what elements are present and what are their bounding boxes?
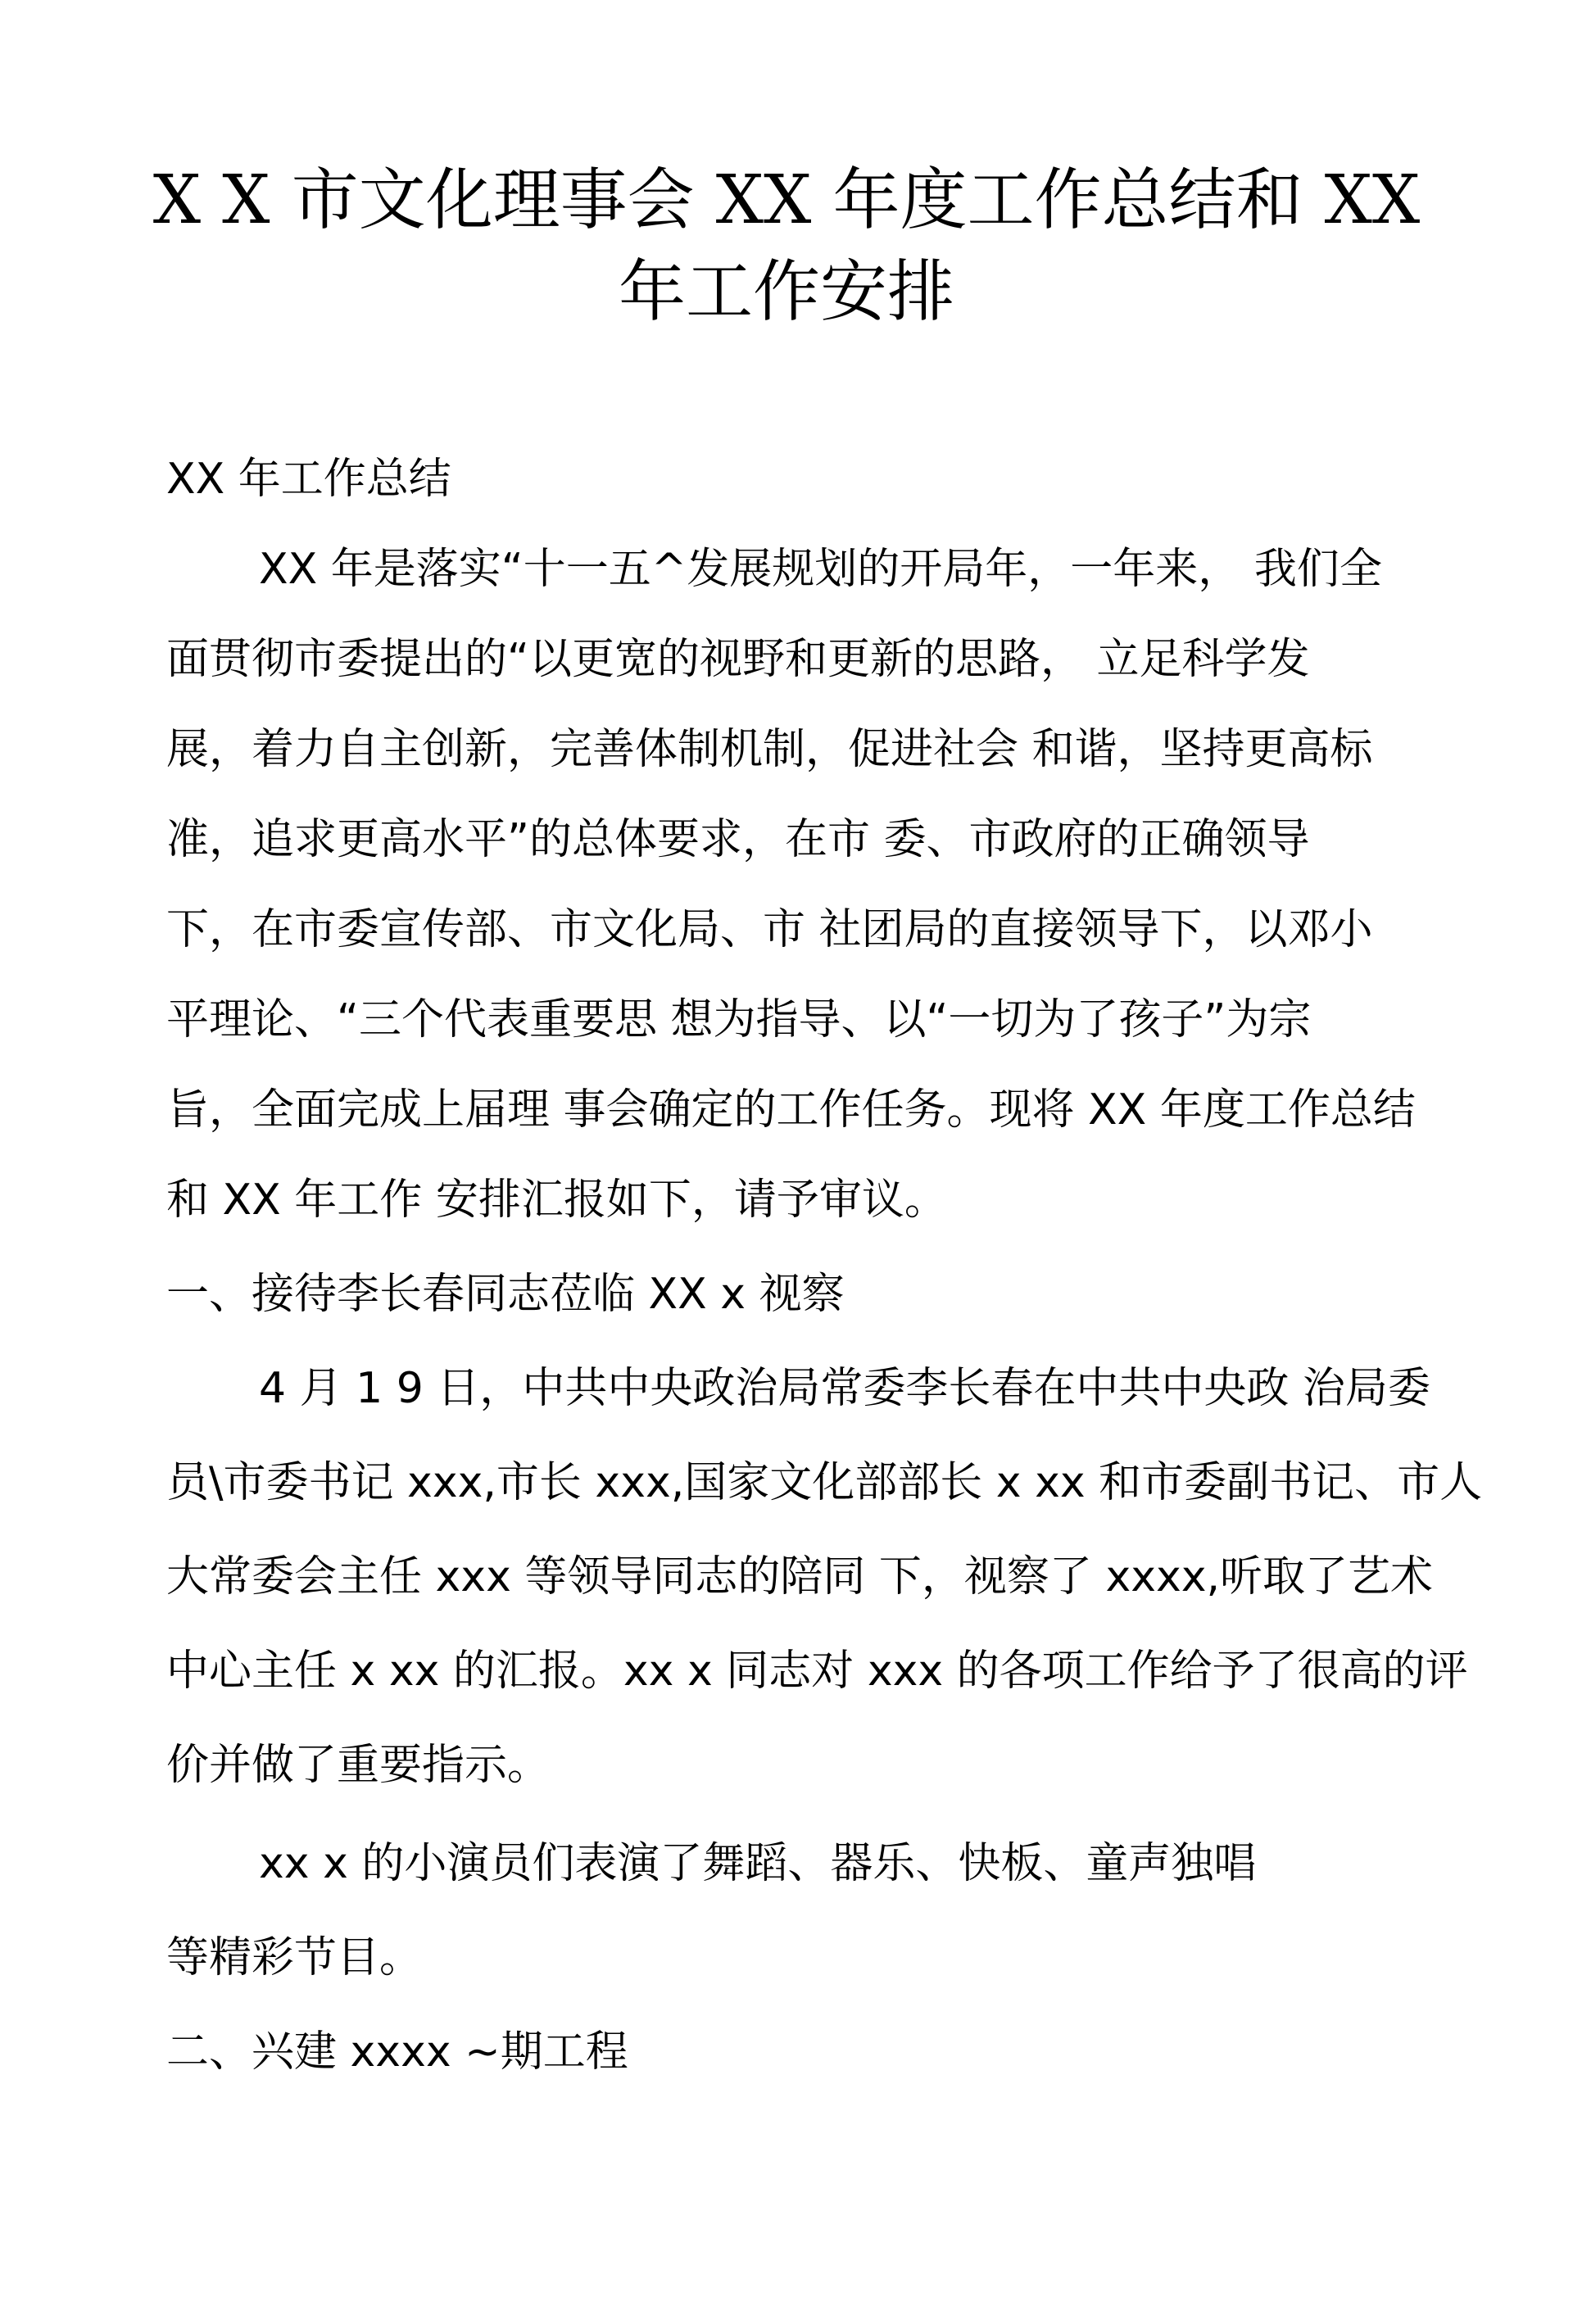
section-1-line-4: 中心主任 x xx 的汇报。xx x 同志对 xxx 的各项工作给予了很高的评: [166, 1647, 1468, 1696]
intro-line-8: 和 XX 年工作 安排汇报如下，请予审议。: [166, 1176, 947, 1225]
intro-line-1: XX 年是落实“十一五^发展规划的开局年，一年来， 我们全: [259, 545, 1382, 594]
intro-line-2: 面贯彻市委提出的“以更宽的视野和更新的思路， 立足科学发: [166, 635, 1310, 684]
section-1-para-2-line-2: 等精彩节目。: [166, 1933, 423, 1982]
section-1-line-3: 大常委会主任 xxx 等领导同志的陪同 下，视察了 xxxx,听取了艺术: [166, 1552, 1434, 1601]
section-1-line-1: 4 月 1 9 日，中共中央政治局常委李长春在中共中央政 治局委: [259, 1364, 1430, 1413]
intro-line-3: 展，着力自主创新，完善体制机制，促进社会 和谐，坚持更高标: [166, 725, 1373, 774]
intro-line-5: 下，在市委宣传部、市文化局、市 社团局的直接领导下，以邓小: [166, 905, 1373, 954]
section-1-para-2-line-1: xx x 的小演员们表演了舞蹈、器乐、快板、童声独唱: [259, 1839, 1257, 1888]
section-1-line-5: 价并做了重要指示。: [166, 1741, 551, 1790]
document-title-line-1: X X 市文化理事会 XX 年度工作总结和 XX: [152, 161, 1421, 239]
section-2-heading: 二、兴建 xxxx ~期工程: [166, 2027, 628, 2077]
intro-line-7: 旨，全面完成上届理 事会确定的工作任务。现将 XX 年度工作总结: [166, 1085, 1416, 1135]
document-title-line-2: 年工作安排: [618, 253, 954, 331]
heading-annual-summary: XX 年工作总结: [166, 455, 451, 504]
section-1-line-2: 员\市委书记 xxx,市长 xxx,国家文化部部长 x xx 和市委副书记、市人: [166, 1458, 1483, 1507]
intro-line-6: 平理论、“三个代表重要思 想为指导、以“一切为了孩子”为宗: [166, 995, 1312, 1044]
intro-line-4: 准，追求更高水平”的总体要求，在市 委、市政府的正确领导: [166, 815, 1310, 864]
section-1-heading: 一、接待李长春同志莅临 XX x 视察: [166, 1270, 845, 1319]
